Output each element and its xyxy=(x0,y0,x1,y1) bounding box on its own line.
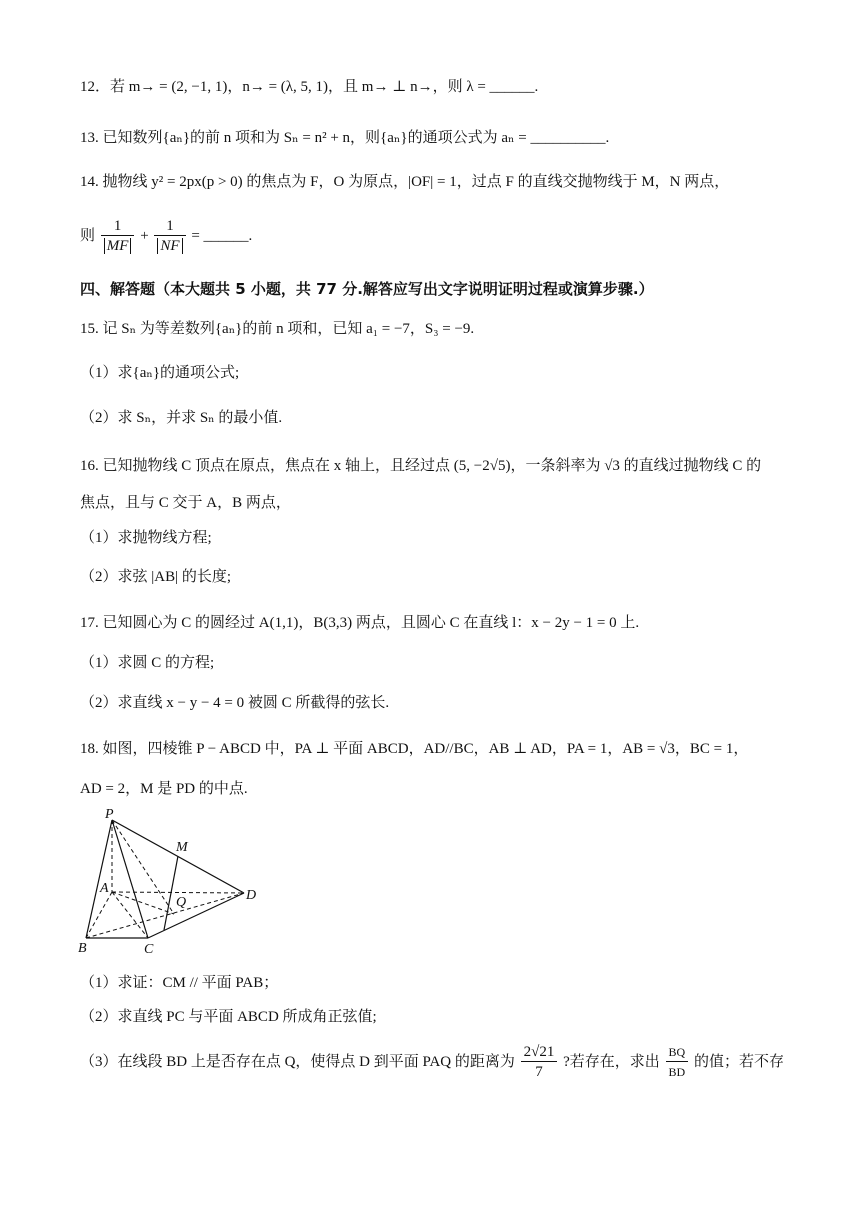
section-4-heading: 四、解答题（本大题共 5 小题，共 77 分.解答应写出文字说明证明过程或演算步骤.） xyxy=(80,280,654,298)
label-q: Q xyxy=(176,895,187,910)
question-17-part-2-text: （2）求直线 x − y − 4 = 0 被圆 C 所截得的弦长. xyxy=(80,695,390,711)
label-d: D xyxy=(246,888,257,903)
question-12-text: 12．若 m→ = (2, −1, 1)，n→ = (λ, 5, 1)，且 m→ ⊥ n→，则 λ = ______. xyxy=(80,79,539,95)
question-18-part-1-text: （1）求证：CM // 平面 PAB； xyxy=(80,975,279,991)
question-12 xyxy=(80,76,798,98)
section-heading xyxy=(80,278,798,300)
edge-aq-hidden xyxy=(112,892,174,914)
question-18-part-3-text-c: 的值；若不存 xyxy=(693,1054,784,1070)
fraction-denominator: NF xyxy=(157,238,182,254)
ratio-fraction xyxy=(666,1043,689,1082)
question-17-stem xyxy=(80,612,798,634)
edge-bd-hidden xyxy=(86,893,244,938)
question-18-part-2 xyxy=(80,1006,798,1028)
question-15-part-1-text: （1）求{aₙ}的通项公式; xyxy=(80,365,240,381)
edge-ab-hidden xyxy=(86,892,112,938)
fraction-denominator: BD xyxy=(668,1065,686,1080)
edge-cd xyxy=(148,893,244,938)
question-16-part-1 xyxy=(80,527,798,549)
fraction-denominator: MF xyxy=(104,238,132,254)
question-15-part-2-text: （2）求 Sₙ，并求 Sₙ 的最小值. xyxy=(80,410,283,426)
question-18-line-1 xyxy=(80,738,798,760)
edge-pq-hidden xyxy=(112,820,174,914)
question-13 xyxy=(80,127,798,149)
fraction-numerator: BQ xyxy=(666,1043,689,1062)
question-16-part-2-text: （2）求弦 |AB| 的长度; xyxy=(80,569,232,585)
question-15-text: 15. 记 Sₙ 为等差数列{aₙ}的前 n 项和，已知 a₁ = −7，S₃ = −9. xyxy=(80,321,475,337)
pyramid-figure xyxy=(78,806,268,956)
question-17-part-1-text: （1）求圆 C 的方程; xyxy=(80,655,215,671)
edge-pc xyxy=(112,820,148,938)
question-14-line-1 xyxy=(80,171,798,193)
question-18-part-3-text-a: （3）在线段 BD 上是否存在点 Q，使得点 D 到平面 PAQ 的距离为 xyxy=(80,1054,515,1070)
question-18-part-2-text: （2）求直线 PC 与平面 ABCD 所成角正弦值; xyxy=(80,1009,377,1025)
edge-ad-hidden xyxy=(112,892,244,893)
pyramid-diagram xyxy=(78,806,268,956)
question-13-text: 13. 已知数列{aₙ}的前 n 项和为 Sₙ = n² + n，则{aₙ}的通项公式为 aₙ = __________. xyxy=(80,130,610,146)
question-14-line-2 xyxy=(80,216,798,256)
label-p: P xyxy=(105,807,114,822)
fraction-numerator: 2√21 xyxy=(521,1043,558,1062)
question-18-line-2 xyxy=(80,778,798,800)
question-16-part-1-text: （1）求抛物线方程; xyxy=(80,530,212,546)
fraction-numerator: 1 xyxy=(154,217,185,236)
question-18-part-3 xyxy=(80,1040,798,1084)
question-16-text-1: 16. 已知抛物线 C 顶点在原点，焦点在 x 轴上，且经过点 (5, −2√5)，一条斜率为 √3 的直线过抛物线 C 的 xyxy=(80,458,762,474)
question-15-part-1 xyxy=(80,362,798,384)
question-16-line-1 xyxy=(80,455,798,477)
question-18-part-1 xyxy=(80,972,798,994)
plus-sign: + xyxy=(140,228,149,244)
label-a: A xyxy=(100,881,109,896)
question-17-part-2 xyxy=(80,692,798,714)
fraction-1-over-mf xyxy=(101,217,135,256)
question-18-text-2: AD = 2，M 是 PD 的中点. xyxy=(80,781,248,797)
question-16-line-2 xyxy=(80,492,798,514)
question-17-part-1 xyxy=(80,652,798,674)
edge-pb xyxy=(86,820,112,938)
question-14-text: 14. 抛物线 y² = 2px(p > 0) 的焦点为 F，O 为原点，|OF| = 1，过点 F 的直线交抛物线于 M，N 两点， xyxy=(80,174,730,190)
question-18-part-3-text-b: ?若存在，求出 xyxy=(563,1054,660,1070)
question-14-suffix: = ______. xyxy=(191,228,253,244)
question-17-text: 17. 已知圆心为 C 的圆经过 A(1,1)，B(3,3) 两点，且圆心 C 在直线 l：x − 2y − 1 = 0 上. xyxy=(80,615,640,631)
label-c: C xyxy=(144,942,154,956)
question-14-prefix: 则 xyxy=(80,228,96,244)
label-m: M xyxy=(176,840,188,855)
question-15-part-2 xyxy=(80,407,798,429)
fraction-1-over-nf xyxy=(154,217,185,256)
question-18-text-1: 18. 如图，四棱锥 P − ABCD 中，PA ⊥ 平面 ABCD，AD//BC，AB ⊥ AD，PA = 1，AB = √3，BC = 1， xyxy=(80,741,749,757)
label-b: B xyxy=(78,941,87,956)
question-16-text-2: 焦点，且与 C 交于 A，B 两点， xyxy=(80,495,291,511)
edge-ac-hidden xyxy=(112,892,148,938)
fraction-numerator: 1 xyxy=(101,217,135,236)
question-16-part-2 xyxy=(80,566,798,588)
fraction-denominator: 7 xyxy=(535,1064,543,1081)
distance-fraction xyxy=(521,1043,558,1082)
question-15-stem xyxy=(80,318,798,340)
edge-cm xyxy=(164,856,178,930)
